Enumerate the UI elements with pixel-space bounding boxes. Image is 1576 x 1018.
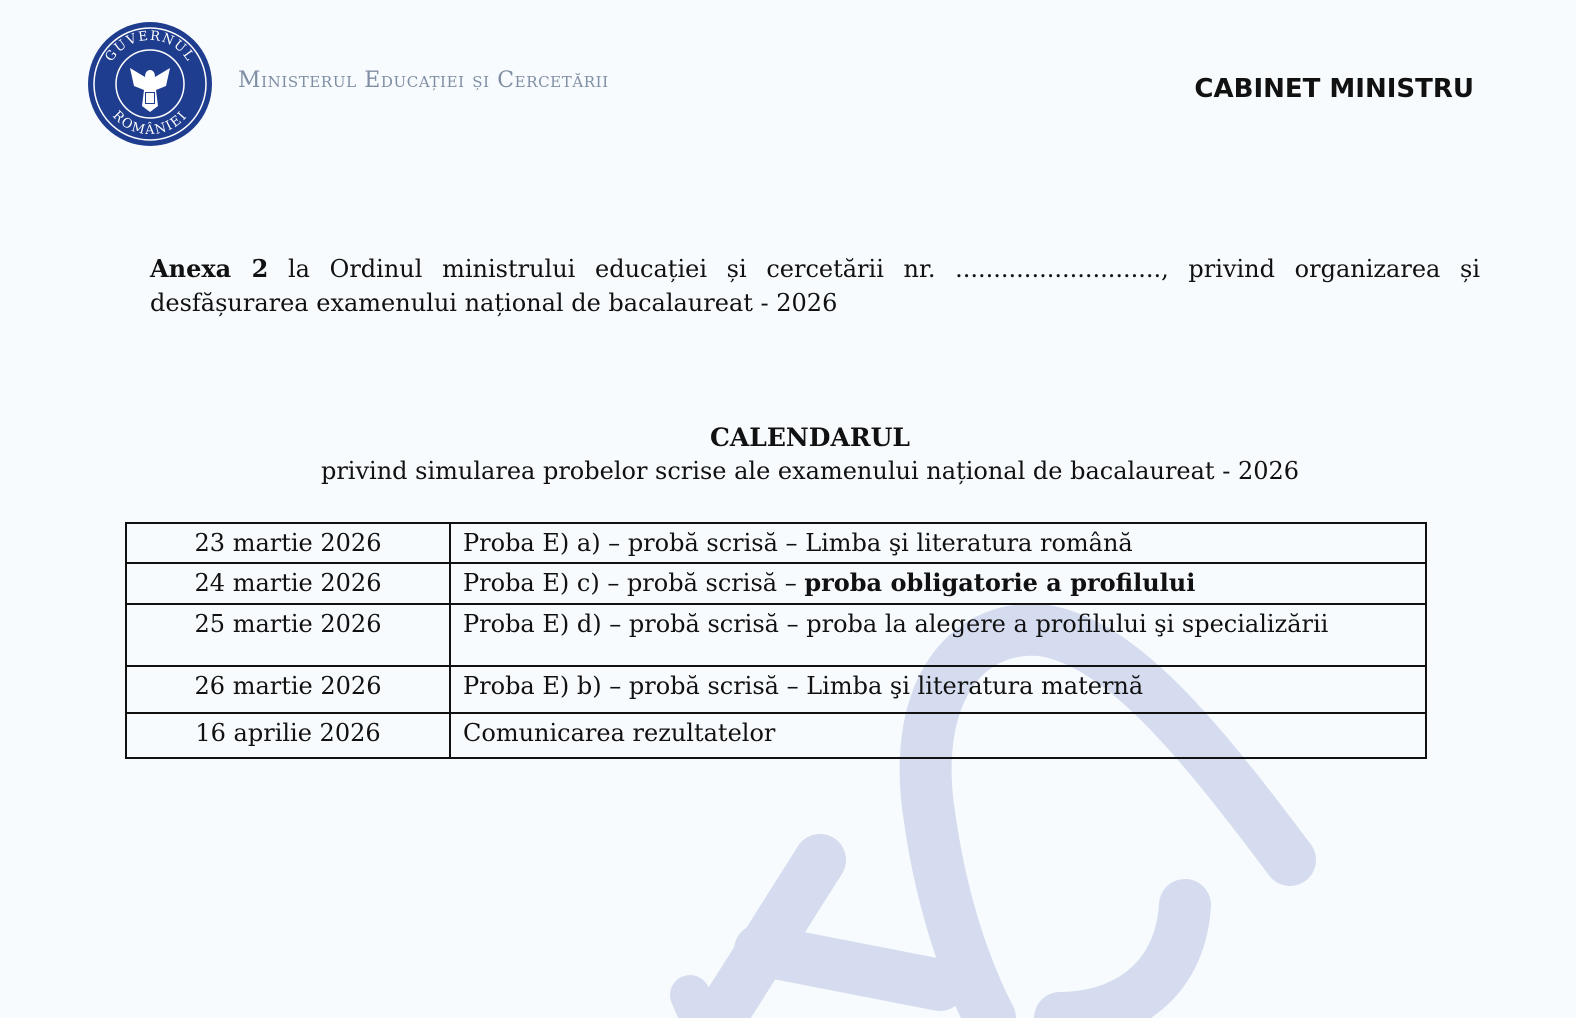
government-seal-icon — [86, 20, 214, 148]
row-text: Proba E) b) – probă scrisă – Limba şi literatura maternă — [463, 672, 1144, 700]
row-description — [450, 523, 1426, 563]
table-row — [126, 523, 1426, 563]
table-row — [126, 666, 1426, 713]
row-date: 25 martie 2026 — [126, 604, 450, 666]
table-row — [126, 563, 1426, 604]
row-date: 26 martie 2026 — [126, 666, 450, 713]
svg-text:GUVERNUL: GUVERNUL — [102, 28, 198, 65]
row-date: 23 martie 2026 — [126, 523, 450, 563]
row-description — [450, 563, 1426, 604]
row-description — [450, 604, 1426, 666]
row-text-end: Limba şi literatura română — [805, 529, 1133, 557]
svg-text:ROMÂNIEI: ROMÂNIEI — [109, 108, 191, 139]
ministry-name: Ministerul Educației și Cercetării — [238, 68, 609, 93]
row-date: 24 martie 2026 — [126, 563, 450, 604]
row-text: Proba E) d) – probă scrisă – proba la alegere a profilului şi specializării — [463, 610, 1329, 638]
calendar-subtitle: privind simularea probelor scrise ale examenului național de bacalaureat - 2026 — [320, 457, 1300, 485]
row-text: Proba E) a) – probă scrisă – — [463, 529, 806, 557]
row-date: 16 aprilie 2026 — [126, 713, 450, 758]
annex-text: la Ordinul ministrului educației și cercetării nr. ..........................., privind organizarea și desfășurarea examenului național de bacalaureat - 2026 — [150, 255, 1481, 317]
row-text-bold: proba obligatorie a profilului — [804, 568, 1196, 597]
row-description — [450, 713, 1426, 758]
table-row — [126, 713, 1426, 758]
annex-label: Anexa 2 — [150, 254, 269, 283]
row-text: Comunicarea rezultatelor — [463, 719, 776, 747]
calendar-table — [125, 522, 1427, 759]
department-label: CABINET MINISTRU — [1194, 74, 1474, 104]
annex-paragraph — [150, 252, 1480, 320]
calendar-title: CALENDARUL — [709, 423, 910, 452]
row-description — [450, 666, 1426, 713]
row-text: Proba E) c) – probă scrisă – — [463, 569, 805, 597]
table-row — [126, 604, 1426, 666]
